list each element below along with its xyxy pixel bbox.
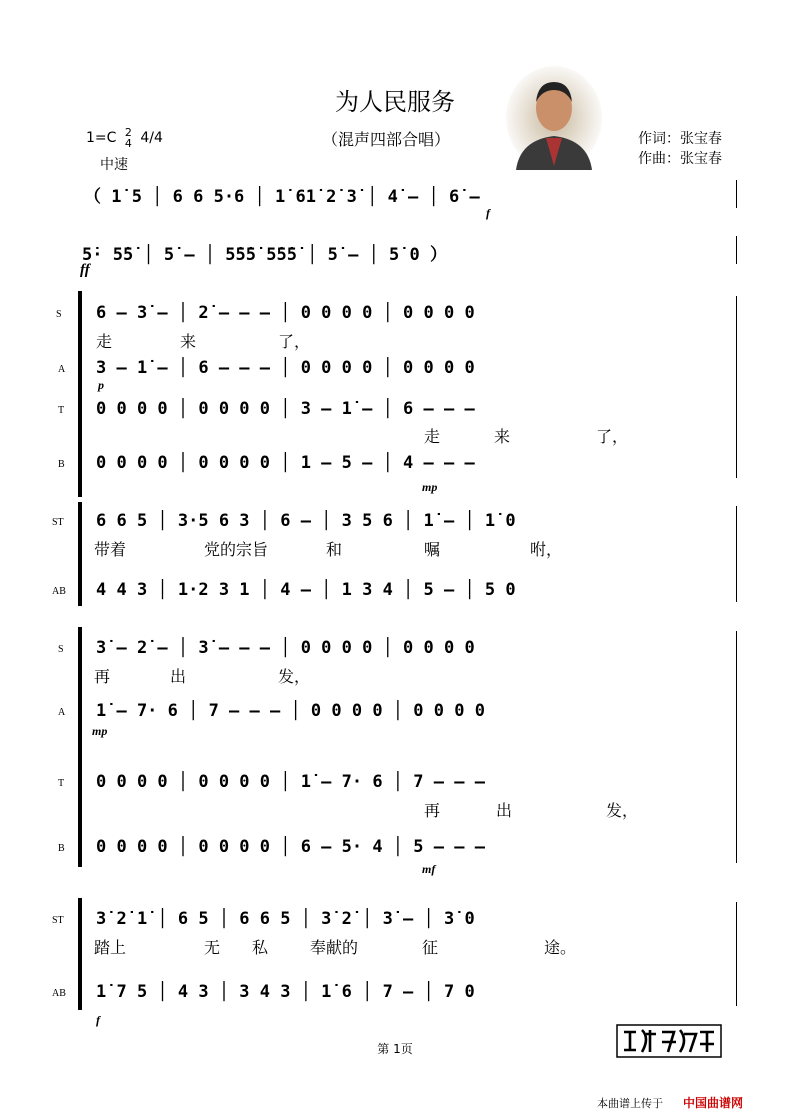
signature-stamp xyxy=(616,1024,722,1058)
part-label-b: B xyxy=(58,843,65,854)
sys4-lyric-5: 征 xyxy=(422,938,439,957)
dynamic-f: f xyxy=(486,206,490,220)
sys4-alto-bass: 1̇ 7 5 │ 4 3 │ 3 4 3 │ 1̇ 6 │ 7 – │ 7 0 xyxy=(96,982,475,1002)
sys4-lyric-1: 踏上 xyxy=(94,938,127,957)
site-logo[interactable] xyxy=(683,1094,743,1111)
part-label-st: ST xyxy=(52,915,64,926)
system3-bracket xyxy=(78,627,82,867)
sys3-soprano: 3̇ – 2̇ – │ 3̇ – – – │ 0 0 0 0 │ 0 0 0 0 xyxy=(96,638,475,658)
sys1-t-lyric-3: 了， xyxy=(596,427,629,446)
part-label-a: A xyxy=(58,364,66,375)
sys1-s-lyric-2: 来 xyxy=(180,332,197,351)
system4-bracket xyxy=(78,898,82,1010)
system1-bracket xyxy=(78,291,82,497)
sys1-soprano: 6 – 3̇ – │ 2̇ – – – │ 0 0 0 0 │ 0 0 0 0 xyxy=(96,303,475,323)
part-label-a: A xyxy=(58,707,66,718)
part-label-s: S xyxy=(58,644,64,655)
upload-notice: 本曲谱上传于 xyxy=(597,1097,663,1110)
barline xyxy=(736,180,737,208)
part-label-ab: AB xyxy=(52,586,66,597)
part-label-t: T xyxy=(58,778,65,789)
key-signature xyxy=(86,127,163,149)
sys3-t-lyric-1: 再 xyxy=(424,801,441,820)
sys3-dynamic-mf: mf xyxy=(422,862,436,876)
barline xyxy=(736,236,737,264)
barline xyxy=(736,296,737,478)
intro-row-2: 5̇· 5̇5̇ │ 5̇ – │ 5̇5̇5̇ 5̇5̇5̇ │ 5̇ – │ 5̇ 0 ） xyxy=(82,245,447,265)
sys3-bass: 0 0 0 0 │ 0 0 0 0 │ 6 – 5· 4 │ 5 – – – xyxy=(96,837,485,857)
site-logo-text: 中国曲谱网 xyxy=(683,1096,744,1110)
composer-portrait xyxy=(506,66,602,170)
time-den: 4 xyxy=(124,137,132,150)
dynamic-ff: ff xyxy=(80,262,90,278)
part-label-ab: AB xyxy=(52,988,66,999)
sys4-lyric-4: 奉献的 xyxy=(310,938,359,957)
sys1-dynamic-mp: mp xyxy=(422,480,438,494)
composer-credit: 作曲：张宝春 xyxy=(638,151,722,167)
sys1-s-lyric-1: 走 xyxy=(96,332,113,351)
sys3-alto: 1̇ – 7· 6 │ 7 – – – │ 0 0 0 0 │ 0 0 0 0 xyxy=(96,701,485,721)
part-label-s: S xyxy=(56,309,62,320)
part-label-b: B xyxy=(58,459,65,470)
tempo-marking: 中速 xyxy=(100,157,128,173)
sys1-alto: 3 – 1̇ – │ 6 – – – │ 0 0 0 0 │ 0 0 0 0 xyxy=(96,358,475,378)
page-number: 第 1页 xyxy=(377,1042,413,1056)
sys3-t-lyric-3: 发， xyxy=(606,801,639,820)
sys1-t-lyric-1: 走 xyxy=(424,427,441,446)
sys2-lyric-4: 嘱 xyxy=(424,540,441,559)
sys4-sop-tenor: 3̇ 2̇ 1̇ │ 6 5 │ 6 6 5 │ 3̇ 2̇ │ 3̇ – │ 3̇ 0 xyxy=(96,909,475,929)
sys1-tenor: 0 0 0 0 │ 0 0 0 0 │ 3 – 1̇ – │ 6 – – – xyxy=(96,399,475,419)
part-label-st: ST xyxy=(52,517,64,528)
sys1-s-lyric-3: 了， xyxy=(278,332,311,351)
system2-bracket xyxy=(78,502,82,606)
intro-row-1: （ 1̇ 5 │ 6 6 5·6 │ 1̇ 61̇ 2̇ 3̇ │ 4̇ – │ 6̇ – xyxy=(84,187,480,207)
sys3-s-lyric-1: 再 xyxy=(94,667,111,686)
barline xyxy=(736,631,737,863)
sys4-dynamic-f: f xyxy=(96,1013,100,1027)
sys3-t-lyric-2: 出 xyxy=(496,801,513,820)
time-num: 2 xyxy=(124,126,132,139)
sys2-lyric-3: 和 xyxy=(326,540,343,559)
song-subtitle: （混声四部合唱） xyxy=(322,130,451,149)
time-alt: 4/4 xyxy=(140,130,163,146)
time-signature xyxy=(125,127,132,149)
sys1-dynamic-p: p xyxy=(98,378,104,392)
barline xyxy=(736,902,737,1006)
sys3-s-lyric-3: 发， xyxy=(278,667,311,686)
key-prefix: 1=C xyxy=(86,130,117,146)
sys3-s-lyric-2: 出 xyxy=(170,667,187,686)
part-label-t: T xyxy=(58,405,65,416)
sys3-dynamic-mp: mp xyxy=(92,724,108,738)
barline xyxy=(736,506,737,602)
sys1-bass: 0 0 0 0 │ 0 0 0 0 │ 1 – 5 – │ 4 – – – xyxy=(96,453,475,473)
sys4-lyric-2: 无 xyxy=(204,938,221,957)
song-title: 为人民服务 xyxy=(335,88,455,116)
sys2-lyric-2: 党的宗旨 xyxy=(204,540,269,559)
sys2-lyric-5: 咐， xyxy=(530,540,563,559)
sys2-sop-tenor: 6 6 5 │ 3·5 6 3 │ 6 – │ 3 5 6 │ 1̇ – │ 1̇ 0 xyxy=(96,511,516,531)
lyricist-credit: 作词：张宝春 xyxy=(638,131,722,147)
sys2-alto-bass: 4 4 3 │ 1·2 3 1 │ 4 – │ 1 3 4 │ 5 – │ 5 0 xyxy=(96,580,516,600)
sys2-lyric-1: 带着 xyxy=(94,540,127,559)
sys1-t-lyric-2: 来 xyxy=(494,427,511,446)
sys4-lyric-3: 私 xyxy=(252,938,269,957)
sys3-tenor: 0 0 0 0 │ 0 0 0 0 │ 1̇ – 7· 6 │ 7 – – – xyxy=(96,772,485,792)
sys4-lyric-6: 途。 xyxy=(544,938,577,957)
